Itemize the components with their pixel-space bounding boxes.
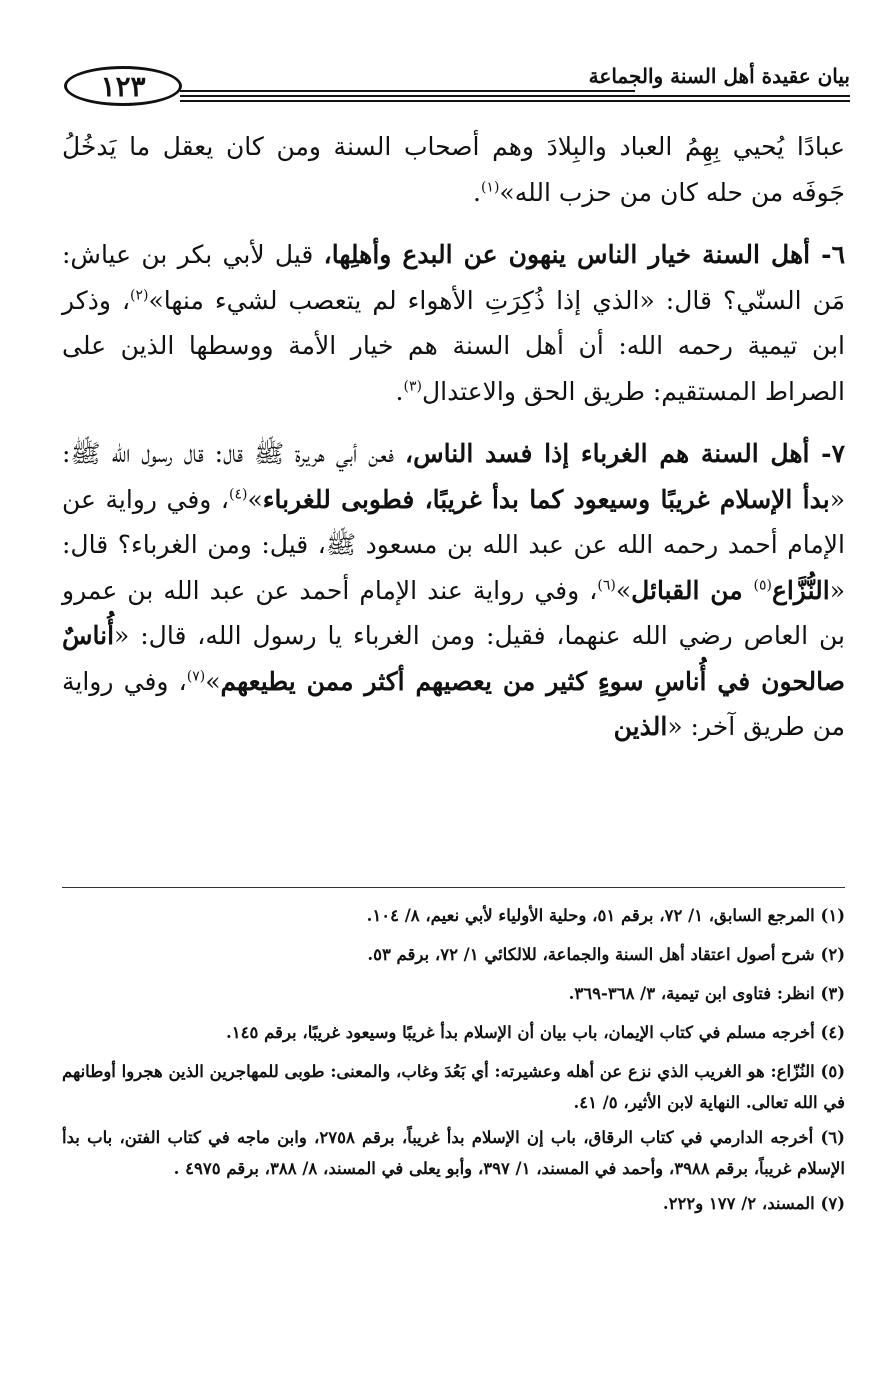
hadith-text: من القبائل <box>631 575 754 605</box>
footnote-ref: (٧) <box>186 668 206 685</box>
footnote-separator <box>62 887 845 888</box>
hadith-text: النُّزَّاع <box>771 575 830 605</box>
hadith-text: أُناسٌ صالحون في أُناسِ سوءٍ كثير من يعصيهم أكثر ممن يطيعهم <box>62 621 845 696</box>
header-rule <box>180 100 850 102</box>
hadith-text: الذين <box>613 712 668 741</box>
footnote: (٧) المسند، ٢/ ١٧٧ و٢٢٢. <box>662 1194 845 1213</box>
footnote: (١) المرجع السابق، ١/ ٧٢، برقم ٥١، وحلية الأولياء لأبي نعيم، ٨/ ١٠٤. <box>366 906 845 925</box>
footnote-ref: (٣) <box>403 378 422 395</box>
footnote: (٢) شرح أصول اعتقاد أهل السنة والجماعة، للالكائي ١/ ٧٢، برقم ٥٣. <box>367 945 845 964</box>
point-heading: ٧- أهل السنة هم الغرباء إذا فسد الناس، <box>405 439 845 468</box>
book-title: بيان عقيدة أهل السنة والجماعة <box>588 64 850 88</box>
footnote: (٥) النُزّاع: هو الغريب الذي نزع عن أهله وعشيرته: أي بَعُدَ وغاب، والمعنى: طوبى للمهاجرين الذين هجروا أوطانهم في الله تعالى. النهاية لابن الأثير، ٥/ ٤١. <box>62 1062 845 1112</box>
paragraph-continuation: عبادًا يُحيي بِهِمُ العباد والبِلادَ وهم أصحاب السنة ومن كان يعقل ما يَدخُلُ جَوفَه من حله كان من حزب الله»$^{(١)}$. <box>62 132 845 207</box>
footnote-ref: (٦) <box>597 577 616 594</box>
page-number-badge <box>64 66 182 106</box>
footnote-ref: (٤) <box>228 486 248 503</box>
footnote: (٣) انظر: فتاوى ابن تيمية، ٣/ ٣٦٨-٣٦٩. <box>568 984 845 1003</box>
footnote: (٦) أخرجه الدارمي في كتاب الرقاق، باب إن الإسلام بدأ غريباً، برقم ٢٧٥٨، وابن ماجه في كتاب الفتن، باب بدأ الإسلام غريباً، برقم ٣٩٨٨، وأحمد في المسند، ١/ ٣٩٧، وأبو يعلى في المسند، ٨/ ٣٨٨، برقم ٤٩٧٥ . <box>62 1128 845 1178</box>
hadith-text: بدأ الإسلام غريبًا وسيعود كما بدأ غريبًا، فطوبى للغرباء <box>262 484 830 514</box>
paragraph-point-6: ٦- أهل السنة خيار الناس ينهون عن البدع وأهلِها، قيل لأبي بكر بن عياش: مَن السنّي؟ قال: «الذي إذا ذُكِرَتِ الأهواء لم يتعصب لشيء منها»$^{(٢)}$، وذكر ابن تيمية رحمه الله: أن أهل السنة هم خيار الأمة ووسطها الذين على الصراط المستقيم: طريق الحق والاعتدال$^{(٣)}$. <box>62 240 845 406</box>
point-heading: ٦- أهل السنة خيار الناس ينهون عن البدع وأهلِها، <box>323 240 845 269</box>
main-text <box>62 124 845 750</box>
footnote-ref: (١) <box>480 179 500 196</box>
footnote-ref: (٢) <box>130 287 149 304</box>
running-header <box>60 62 850 112</box>
footnote: (٤) أخرجه مسلم في كتاب الإيمان، باب بيان أن الإسلام بدأ غريبًا وسيعود غريبًا، برقم ١٤٥. <box>225 1023 845 1042</box>
footnotes <box>62 900 845 1227</box>
header-rule <box>180 90 635 92</box>
page-number: ١٢٣ <box>100 69 146 103</box>
header-rule <box>180 95 850 97</box>
paragraph-point-7: ٧- أهل السنة هم الغرباء إذا فسد الناس، فعن أبي هريرة ﷺ قال: قال رسول الله ﷺ: «بدأ الإسلام غريبًا وسيعود كما بدأ غريبًا، فطوبى للغرباء»$^{(٤)}$، وفي رواية عن الإمام أحمد رحمه الله عن عبد الله بن مسعود ﷺ، قيل: ومن الغرباء؟ قال: «النُّزَّاع$^{(٥)}$ من القبائل»$^{(٦)}$، وفي رواية عند الإمام أحمد عن عبد الله بن عمرو بن العاص رضي الله عنهما، فقيل: ومن الغرباء يا رسول الله، قال: «أُناسٌ صالحون في أُناسِ سوءٍ كثير من يعصيهم أكثر ممن يطيعهم»$^{(٧)}$، وفي رواية من طريق آخر: «الذين <box>62 439 845 741</box>
footnote-ref: (٥) <box>753 577 772 594</box>
